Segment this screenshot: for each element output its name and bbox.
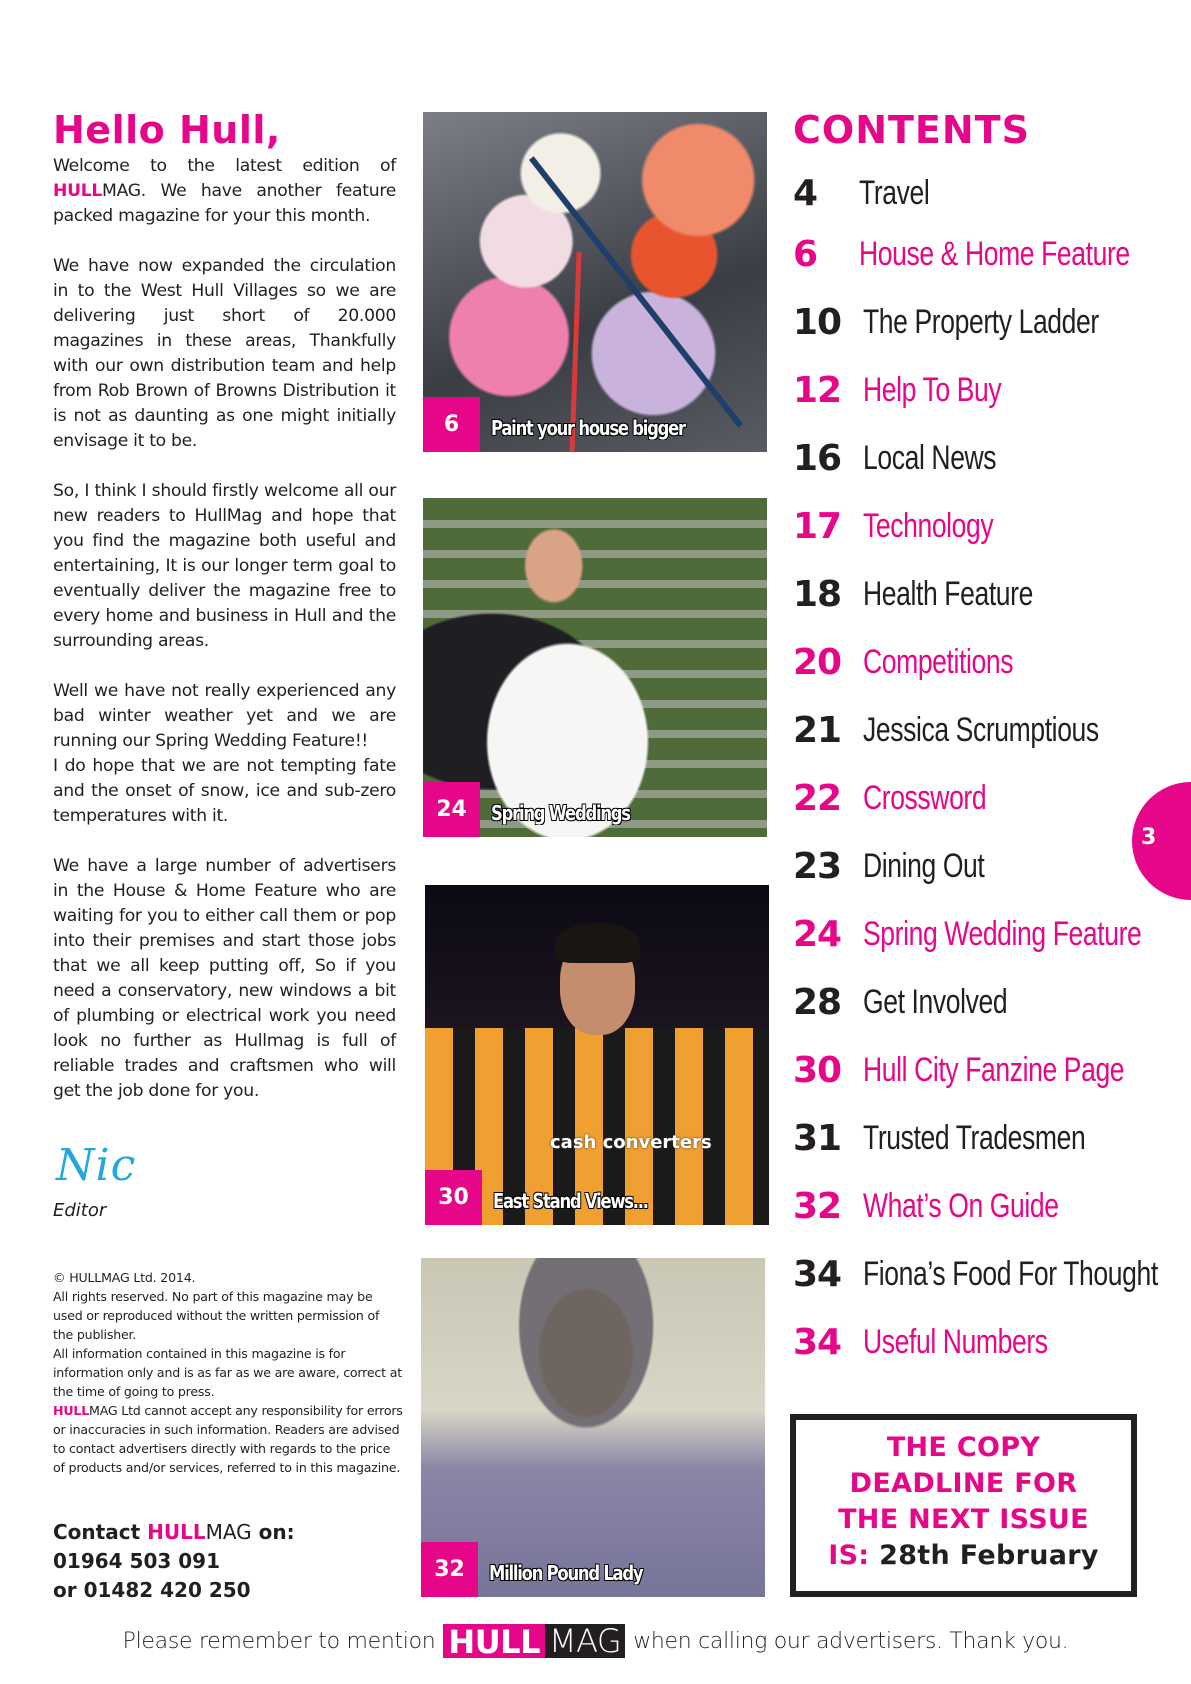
toc-page: 32 [793, 1185, 842, 1227]
contact-prefix: Contact [53, 1520, 148, 1544]
toc-label: Help To Buy [863, 370, 1002, 409]
page-number: 3 [1141, 825, 1157, 850]
copy-deadline-box [790, 1414, 1137, 1597]
toc-page: 10 [793, 301, 842, 343]
toc-page: 28 [793, 981, 842, 1023]
toc-item-useful-numbers[interactable] [793, 1314, 1100, 1370]
letter-text: Welcome to the latest edition of [53, 156, 396, 176]
toc-item-jessica-scrumptious[interactable] [793, 702, 1165, 758]
brand-mag: MAG [102, 181, 141, 201]
toc-item-whats-on[interactable] [793, 1178, 1114, 1234]
toc-page: 4 [793, 172, 818, 214]
editor-letter [53, 154, 396, 1129]
toc-label: Fiona’s Food For Thought [863, 1254, 1158, 1293]
letter-paragraph-2: We have now expanded the circulation in to the West Hull Villages so we are delivering just short of 20.000 magazines in these areas, Thankfully with our own distribution team and help from Rob Brown of Browns Distribution it is not as daunting as one might initially envisage it to be. [53, 256, 396, 451]
toc-page: 34 [793, 1253, 842, 1295]
editor-signature: Nic [56, 1140, 137, 1191]
hullmag-logo [443, 1622, 625, 1661]
toc-item-hull-city-fanzine[interactable] [793, 1042, 1191, 1098]
toc-label: Health Feature [863, 574, 1033, 613]
photo-statue[interactable] [421, 1258, 765, 1597]
toc-label: Useful Numbers [863, 1322, 1048, 1361]
deadline-line-4 [828, 1538, 1099, 1574]
toc-page: 17 [793, 505, 842, 547]
footer-text-after: when calling our advertisers. Thank you. [633, 1628, 1069, 1654]
toc-page: 6 [793, 233, 818, 275]
toc-label: Trusted Tradesmen [863, 1118, 1086, 1157]
photo-caption: Paint your house bigger [491, 416, 685, 440]
deadline-line-1: THE COPY [886, 1432, 1041, 1463]
toc-page: 34 [793, 1321, 842, 1363]
deadline-line-2: DEADLINE FOR [849, 1468, 1078, 1499]
toc-label: Technology [863, 506, 994, 545]
toc-label: Spring Wedding Feature [863, 914, 1142, 953]
toc-page: 23 [793, 845, 842, 887]
logo-mag: MAG [545, 1624, 625, 1658]
footer-reminder [0, 1622, 1191, 1661]
toc-page: 20 [793, 641, 842, 683]
photo-caption: Spring Weddings [491, 801, 630, 825]
toc-item-trusted-tradesmen[interactable] [793, 1110, 1148, 1166]
legal-notice [53, 1268, 403, 1477]
letter-paragraph-4b: I do hope that we are not tempting fate and the onset of snow, ice and sub-zero temperatures with it. [53, 756, 396, 826]
toc-item-property-ladder[interactable] [793, 294, 1165, 350]
toc-item-crossword[interactable] [793, 770, 1021, 826]
deadline-prefix: IS: [828, 1540, 880, 1571]
brand-mag: MAG [205, 1520, 252, 1544]
contact-block [53, 1518, 295, 1605]
deadline-line-3: THE NEXT ISSUE [838, 1504, 1089, 1535]
letter-paragraph-1 [53, 154, 396, 229]
toc-label: Travel [859, 173, 930, 212]
toc-item-fionas-food[interactable] [793, 1246, 1191, 1302]
toc-label: Hull City Fanzine Page [863, 1050, 1125, 1089]
info-text: All information contained in this magazine is for information only and is as far as we are aware, correct at the time of going to press. [53, 1346, 402, 1399]
contents-title: CONTENTS [793, 108, 1030, 152]
photo-footballer[interactable] [425, 885, 769, 1225]
toc-label: Jessica Scrumptious [863, 710, 1099, 749]
page-badge: 32 [421, 1542, 478, 1597]
toc-page: 31 [793, 1117, 842, 1159]
toc-item-dining-out[interactable] [793, 838, 1019, 894]
toc-page: 22 [793, 777, 842, 819]
toc-item-help-to-buy[interactable] [793, 362, 1040, 418]
letter-paragraph-5: We have a large number of advertisers in the House & Home Feature who are waiting for you to either call them or pop into their premises and start those jobs that we all keep putting off, So if you need a conservatory, new windows a bit of plumbing or electrical work you need look no further as Hullmag is full of reliable trades and craftsmen who will get the job done for you. [53, 856, 396, 1101]
greeting-heading: Hello Hull, [53, 108, 281, 152]
toc-label: House & Home Feature [859, 234, 1130, 273]
toc-label: The Property Ladder [863, 302, 1099, 341]
toc-page: 18 [793, 573, 842, 615]
liability-text [53, 1401, 403, 1477]
liability-body: MAG Ltd cannot accept any responsibility for errors or inaccuracies in such information. Readers are advised to contact advertisers directly with regards to the price of products and/or services, referred to in this magazine. [53, 1403, 403, 1475]
photo-caption: East Stand Views... [493, 1189, 648, 1213]
contact-heading [53, 1518, 295, 1547]
toc-item-house-home[interactable] [793, 226, 1191, 282]
phone-1[interactable]: 01964 503 091 [53, 1549, 221, 1573]
brand-hull: HULL [53, 1403, 90, 1418]
phone-2[interactable]: or 01482 420 250 [53, 1578, 251, 1602]
toc-item-local-news[interactable] [793, 430, 1034, 486]
toc-item-travel[interactable] [793, 165, 949, 221]
shirt-sponsor: cash converters [550, 1132, 712, 1153]
logo-hull: HULL [443, 1624, 545, 1658]
toc-label: Dining Out [863, 846, 985, 885]
page-badge: 6 [423, 397, 480, 452]
toc-label: Get Involved [863, 982, 1008, 1021]
toc-label: Local News [863, 438, 997, 477]
photo-wedding[interactable] [423, 498, 767, 837]
photo-caption: Million Pound Lady [489, 1561, 643, 1585]
letter-paragraph-4a: Well we have not really experienced any bad winter weather yet and we are running our Spring Wedding Feature!! [53, 681, 396, 751]
photo-paint-tins[interactable] [423, 112, 767, 452]
footer-text-before: Please remember to mention [122, 1628, 436, 1654]
toc-item-technology[interactable] [793, 498, 1030, 554]
toc-item-competitions[interactable] [793, 634, 1055, 690]
toc-page: 12 [793, 369, 842, 411]
toc-label: What’s On Guide [863, 1186, 1059, 1225]
toc-page: 16 [793, 437, 842, 479]
page-badge: 24 [423, 782, 480, 837]
letter-text: . We have another feature packed magazine for your this month. [53, 181, 396, 226]
brand-hull: HULL [147, 1520, 206, 1544]
deadline-date: 28th February [879, 1540, 1099, 1571]
toc-page: 30 [793, 1049, 842, 1091]
paint-brush-illustration [529, 156, 743, 428]
player-hair [555, 923, 640, 963]
toc-label: Crossword [863, 778, 987, 817]
toc-page: 24 [793, 913, 842, 955]
toc-item-get-involved[interactable] [793, 974, 1048, 1030]
toc-item-health[interactable] [793, 566, 1081, 622]
brand-hull: HULL [53, 181, 103, 201]
copyright: © HULLMAG Ltd. 2014. [53, 1270, 196, 1285]
page-badge: 30 [425, 1170, 482, 1225]
letter-paragraph-3: So, I think I should firstly welcome all our new readers to HullMag and hope that you find the magazine both useful and entertaining, It is our longer term goal to eventually deliver the magazine free to every home and business in Hull and the surrounding areas. [53, 481, 396, 651]
toc-item-spring-wedding[interactable] [793, 906, 1191, 962]
contact-suffix: on: [251, 1520, 295, 1544]
rights-text: All rights reserved. No part of this magazine may be used or reproduced without the written permission of the publisher. [53, 1289, 380, 1342]
toc-label: Competitions [863, 642, 1014, 681]
editor-title: Editor [53, 1200, 107, 1221]
toc-page: 21 [793, 709, 842, 751]
